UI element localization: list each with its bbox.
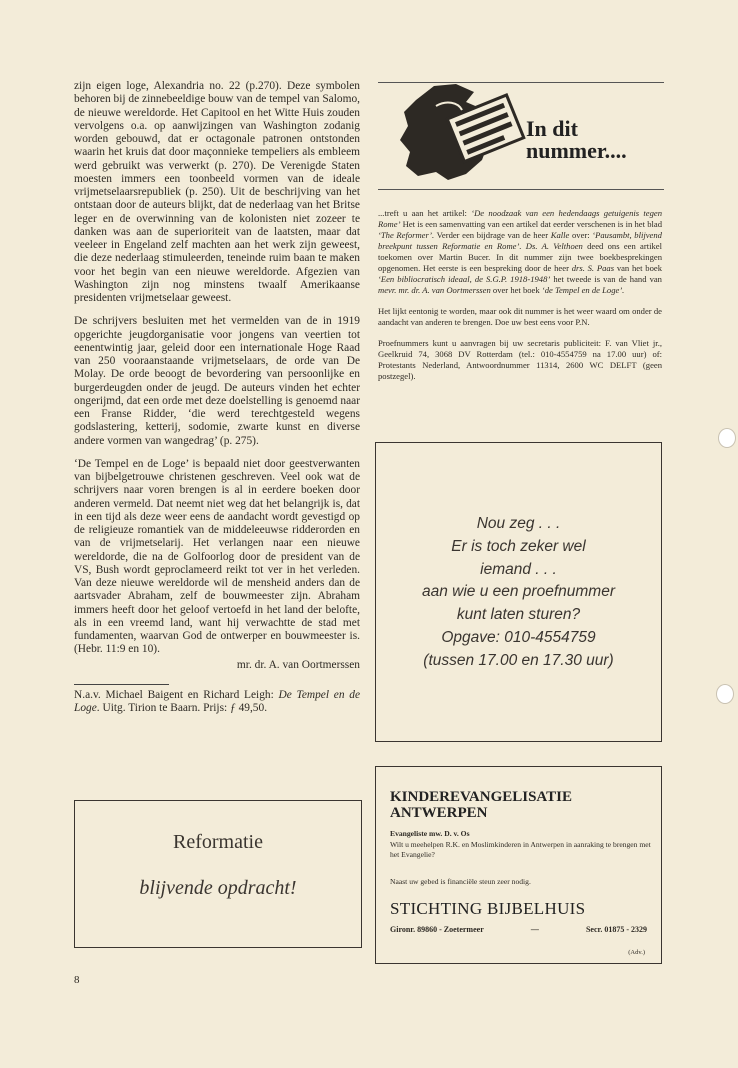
netherlands-map-icon: [396, 82, 536, 186]
punch-hole: [716, 684, 734, 704]
contents-header: [378, 78, 664, 190]
article-column: [74, 80, 360, 715]
article-paragraph: zijn eigen loge, Alexandria no. 22 (p.270). Deze symbolen behoren bij de zinnebeeldige bouw van de tempel van Salomo, de nieuwe wereldorde. Het Capitool en het Witte Huis zouden vervolgens o.a. op aanwijzingen van Washington zodanig worden gebouwd, dat er octagonale patronen ontstonden waarin het kruis dat door maçonnieke tempeliers als embleem werd gebruikt was verwerkt (p. 270). De Verenigde Staten moesten immers een toonbeeld vormen van de ideale vrijmetselaarsrepubliek (p. 250). Uit de beschrijving van het ontstaan door de auteurs blijkt, dat de nederlaag van het Britse leger en de overwinning van de kolonisten niet zozeer te danken was aan de superioriteit van de laatsten, maar dat veeleer in Engeland zelf machten aan het werk zijn geweest, die deze nederlaag stimuleerden, teneinde ruim baan te maken voor het begin van een nieuwe wereldorde. Afgezien van Washington zijn nog minstens twaalf Amerikaanse presidenten vrijmetselaar geweest.: [74, 80, 360, 304]
contents-title: In dit nummer....: [526, 116, 627, 163]
kinder-contact: Gironr. 89860 - Zoetermeer — Secr. 01875 - 2329: [390, 925, 647, 934]
stichting-name: STICHTING BIJBELHUIS: [390, 899, 586, 918]
footnote-rule: [74, 684, 169, 685]
header-rule-bottom: [378, 189, 664, 190]
article-paragraph: ‘De Tempel en de Loge’ is bepaald niet door geestverwanten van bijbelgetrouwe christenen geschreven. Veel ook wat de schrijvers naar voren brengen is al in eerdere boeken door anderen vermeld. Dat neemt niet weg dat het belangrijk is, dat in een tijd als deze weer eens de aandacht wordt gevestigd op de religieuze romantiek van de middeleeuwse ridderorden en van de vrijmetselarij. Het verlangen naar een nieuwe wereldorde, die na de Golfoorlog door de president van de VS, Bush wordt geproclameerd reikt tot ver in het verleden. Van deze nieuwe wereldorde wil de mensheid anders dan de aartsvader Abraham, zelf de bouwmeester zijn. Abraham immers heeft door het geloof vertoefd in het land der belofte, als in een vreemd land, want hij verwachtte de stad met fundamenten, waarvan God de ontwerper en bouwmeester is. (Hebr. 11:9 en 10).: [74, 457, 360, 656]
punch-hole: [718, 428, 736, 448]
proefnummer-text: Nou zeg . . . Er is toch zeker wel iemand . . . aan wie u een proefnummer kunt laten sturen? Opgave: 010-4554759 (tussen 17.00 en 17.30 uur): [421, 515, 615, 669]
reformatie-subtitle: blijvende opdracht!: [139, 877, 297, 899]
reformatie-ad-box: [74, 800, 362, 948]
kinderevangelisatie-ad-box: [375, 766, 662, 964]
book-reference: N.a.v. Michael Baigent en Richard Leigh: De Tempel en de Loge. Uitg. Tirion te Baarn. Prijs: ƒ 49,50.: [74, 688, 360, 714]
reformatie-title: Reformatie: [173, 831, 263, 853]
proefnummer-ad-box: [375, 442, 662, 742]
page-number: 8: [74, 974, 80, 986]
adv-label: (Adv.): [628, 949, 645, 956]
intro-paragraph: Proefnummers kunt u aanvragen bij uw secretaris publiciteit: F. van Vliet jr., Geelkruid 74, 3068 DV Rotterdam (tel.: 010-4554759 na 17.00 uur) of: Protestants Nederland, Antwoordnummer 11314, 2600 WC DELFT (geen postzegel).: [378, 338, 662, 381]
contents-intro: [378, 208, 662, 392]
intro-paragraph: Het lijkt eentonig te worden, maar ook dit nummer is het weer waard om onder de aandacht van anderen te brengen. Doe uw best eens voor P.N.: [378, 306, 662, 327]
kinder-title: KINDEREVANGELISATIE ANTWERPEN: [390, 789, 572, 821]
kinder-appeal: Naast uw gebed is financiële steun zeer nodig.: [390, 877, 531, 886]
article-paragraph: De schrijvers besluiten met het vermelden van de in 1919 opgerichte jeugdorganisatie voor jongens van veertien tot eenentwintig jaar, geleid door een internationale Hoge Raad van 250 vooraanstaande vrijmetselaars, de orde van De Molay. De orde beoogt de bevordering van persoonlijke en burgerdeugden onder de jeugd. De auteurs vinden het echter ongerijmd, dat een orde met deze doelstelling is genoemd naar een Franse Ridder, ‘die werd terechtgesteld wegens godslastering, ketterij, sodomie, zwarte kunst en diverse andere vormen van wangedrag’ (p. 275).: [74, 315, 360, 447]
kinder-text: Wilt u meehelpen R.K. en Moslimkinderen in Antwerpen in aanraking te brengen met het Evangelie?: [390, 840, 651, 859]
kinder-evangeliste: Evangeliste mw. D. v. Os: [390, 829, 470, 838]
author-signature: mr. dr. A. van Oortmerssen: [236, 658, 360, 671]
intro-paragraph: ...treft u aan het artikel: ‘De noodzaak van een hedendaags getuigenis tegen Rome’ Het is een samenvatting van een artikel dat eerder verschenen is in het blad ‘The Reformer’. Verder een bijdrage van de heer Kalle over: ‘Pausambt, blijvend breekpunt tussen Reformatie en Rome’. Ds. A. Velthoen deed ons een artikel toekomen over Martin Bucer. In dit nummer zijn twee boekbesprekingen opgenomen. Het eerste is een bespreking door de heer drs. S. Paas van het boek ‘Een bibliocratisch ideaal, de S.G.P. 1918-1948’ het tweede is van de hand van mevr. mr. dr. A. van Oortmerssen over het boek ‘de Tempel en de Loge’.: [378, 208, 663, 295]
